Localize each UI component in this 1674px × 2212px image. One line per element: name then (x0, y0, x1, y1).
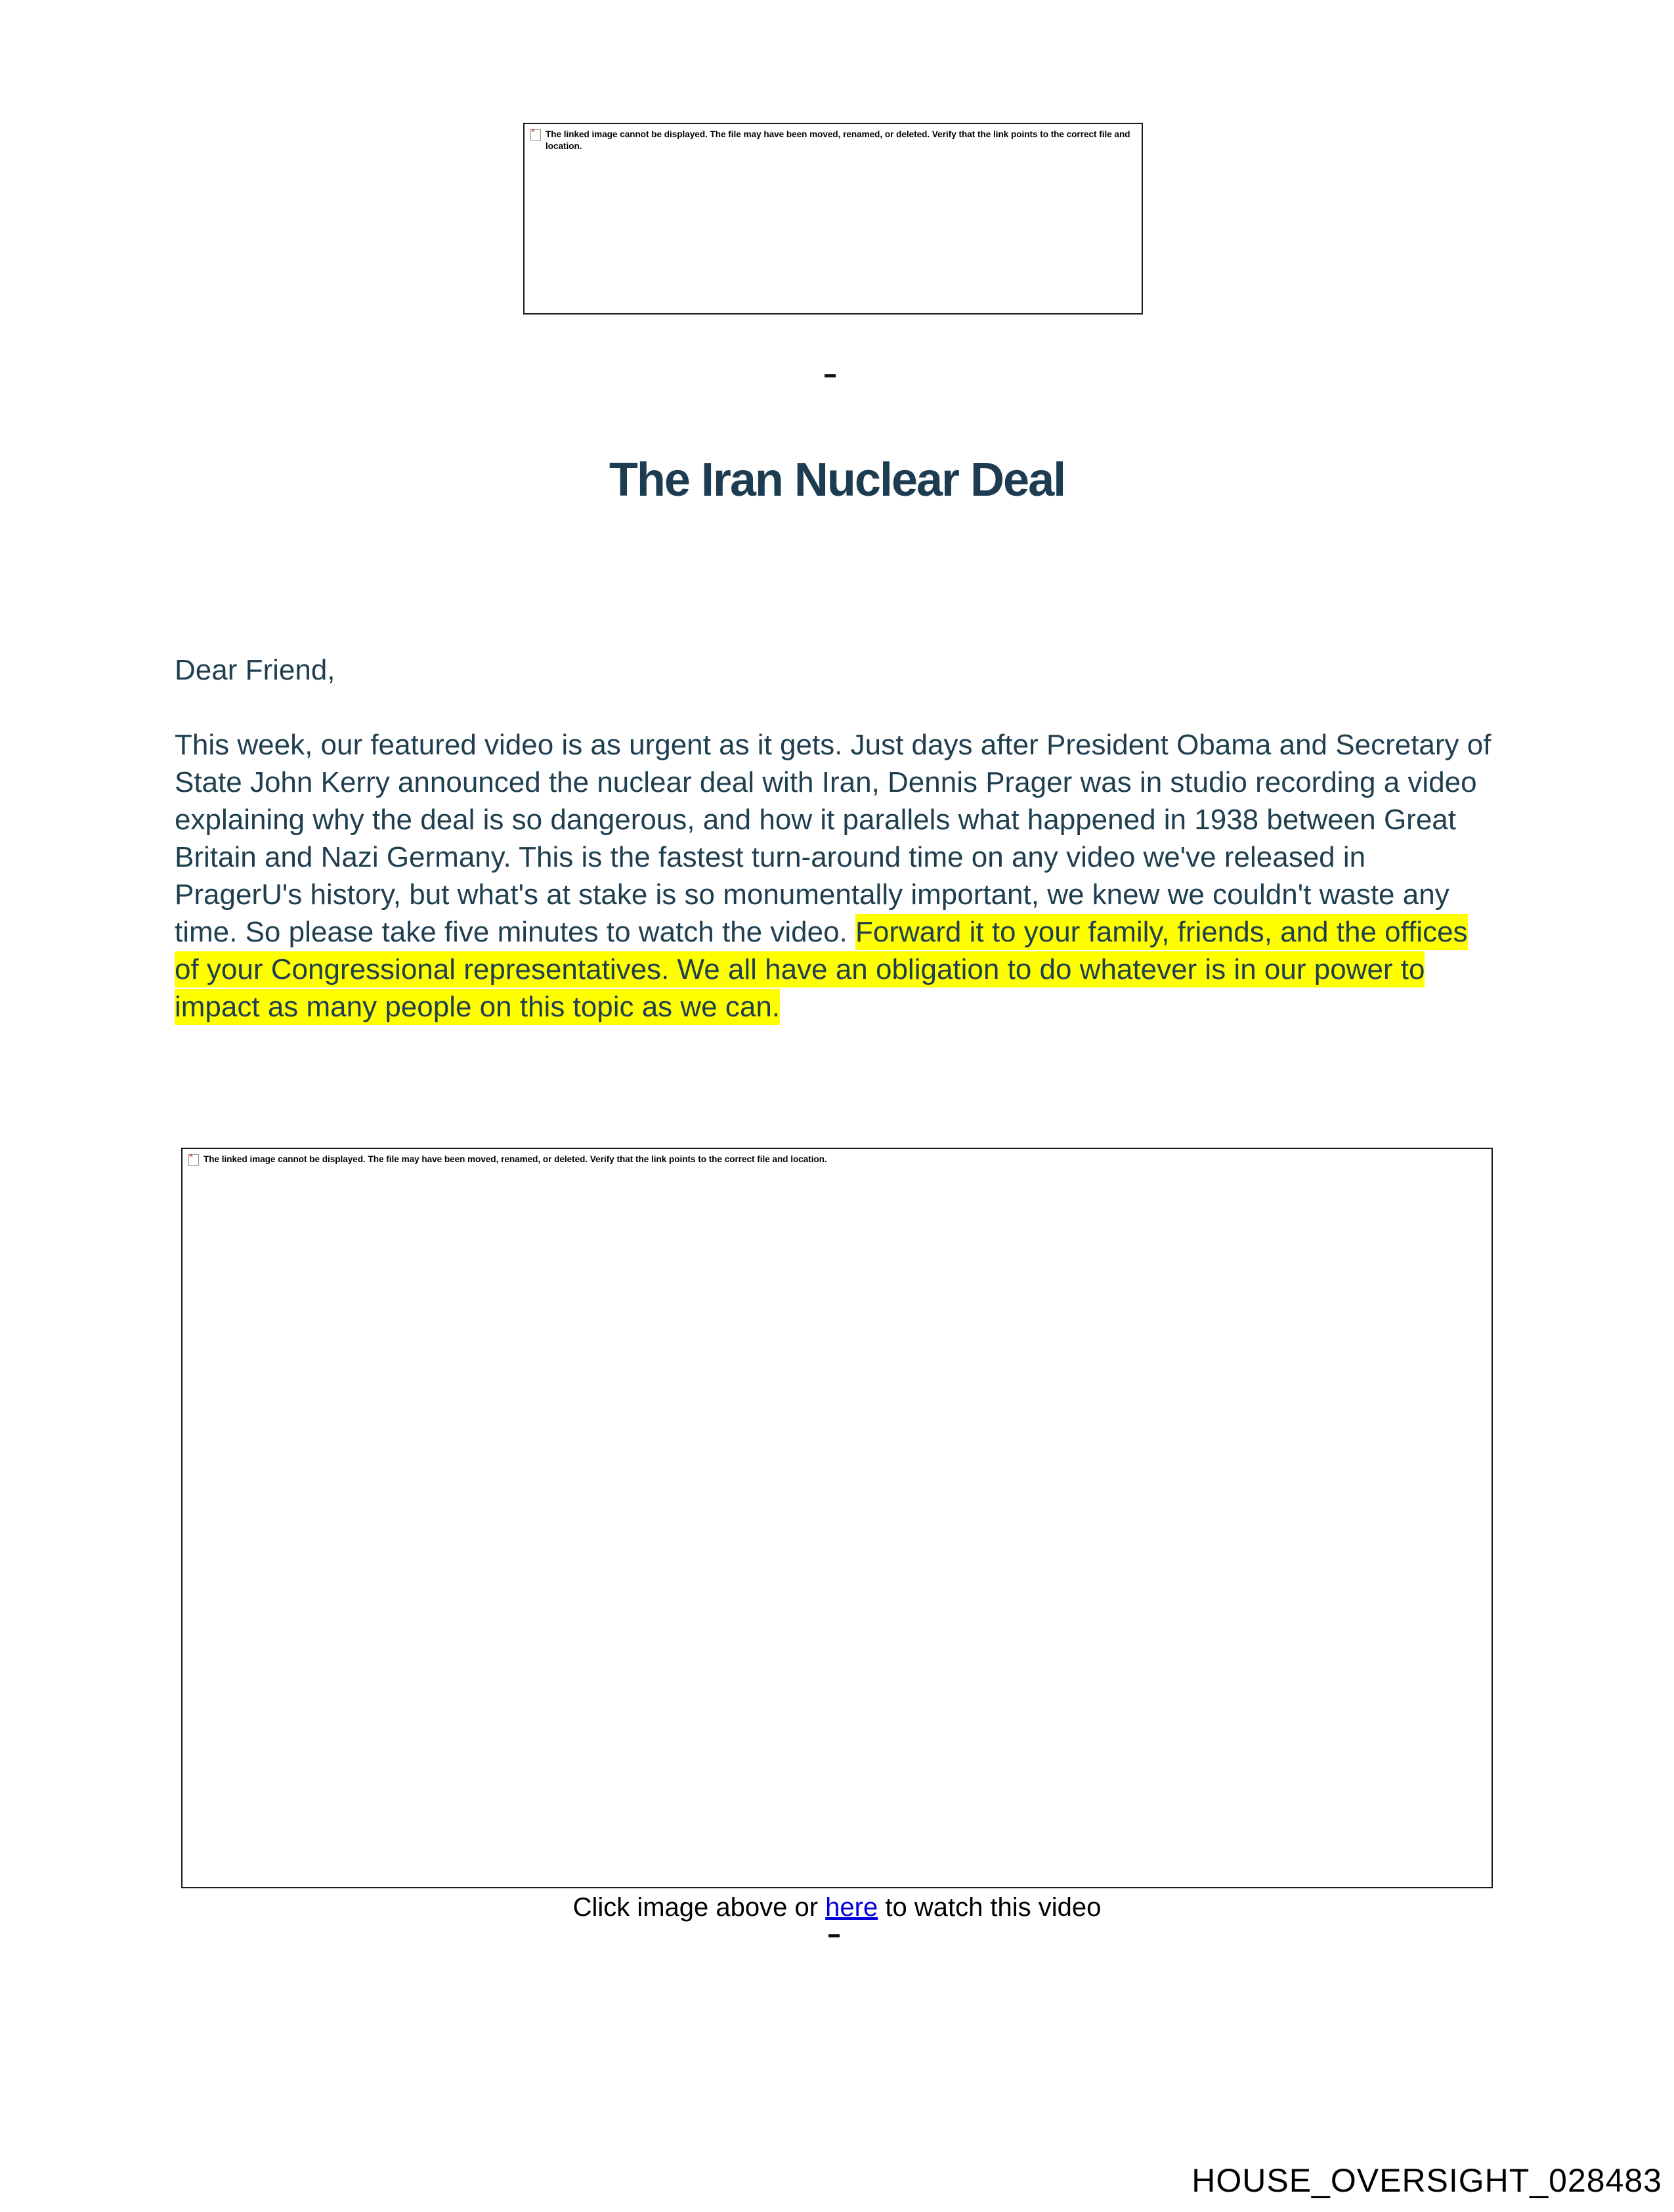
highlighted-text: Forward it to your family, friends, and the offices of your Congressional representatives. We all have an obligation to do whatever is in our power to impact as many people on this topic as we can. (175, 914, 1468, 1025)
missing-image-placeholder-banner (523, 123, 1143, 314)
red-x-glyph: × (189, 1152, 193, 1160)
broken-image-message-row (525, 124, 1142, 156)
caption-text-after: to watch this video (878, 1893, 1102, 1922)
missing-image-placeholder-video[interactable] (181, 1148, 1493, 1888)
watch-video-link[interactable]: here (825, 1893, 878, 1922)
salutation: Dear Friend, (175, 654, 335, 686)
body-paragraph (175, 726, 1494, 1026)
broken-image-message-row (182, 1149, 1492, 1171)
video-caption (0, 1891, 1674, 1924)
red-x-glyph: × (531, 127, 535, 135)
collapsed-image-artifact (825, 374, 836, 378)
broken-image-message: The linked image cannot be displayed. The file may have been moved, renamed, or deleted. Verify that the link points to the correct file and location. (204, 1154, 827, 1164)
broken-image-icon (188, 1154, 199, 1166)
collapsed-image-artifact (828, 1934, 840, 1938)
bates-number: HOUSE_OVERSIGHT_028483 (1191, 2162, 1662, 2199)
paragraph-text: This week, our featured video is as urgent as it gets. Just days after President Obama and Secretary of State John Kerry announced the nuclear deal with Iran, Dennis Prager was in studio recording a video explaining why the deal is so dangerous, and how it parallels what happened in 1938 between Great Britain and Nazi Germany. This is the fastest turn-around time on any video we've released in PragerU's history, but what's at stake is so monumentally important, we knew we couldn't waste any time. So please take five minutes to watch the video. (175, 729, 1492, 948)
caption-text-before: Click image above or (572, 1893, 826, 1922)
page-title: The Iran Nuclear Deal (609, 454, 1065, 506)
broken-image-message: The linked image cannot be displayed. The file may have been moved, renamed, or deleted. Verify that the link points to the correct file and location. (546, 129, 1130, 151)
broken-image-icon (530, 129, 541, 141)
